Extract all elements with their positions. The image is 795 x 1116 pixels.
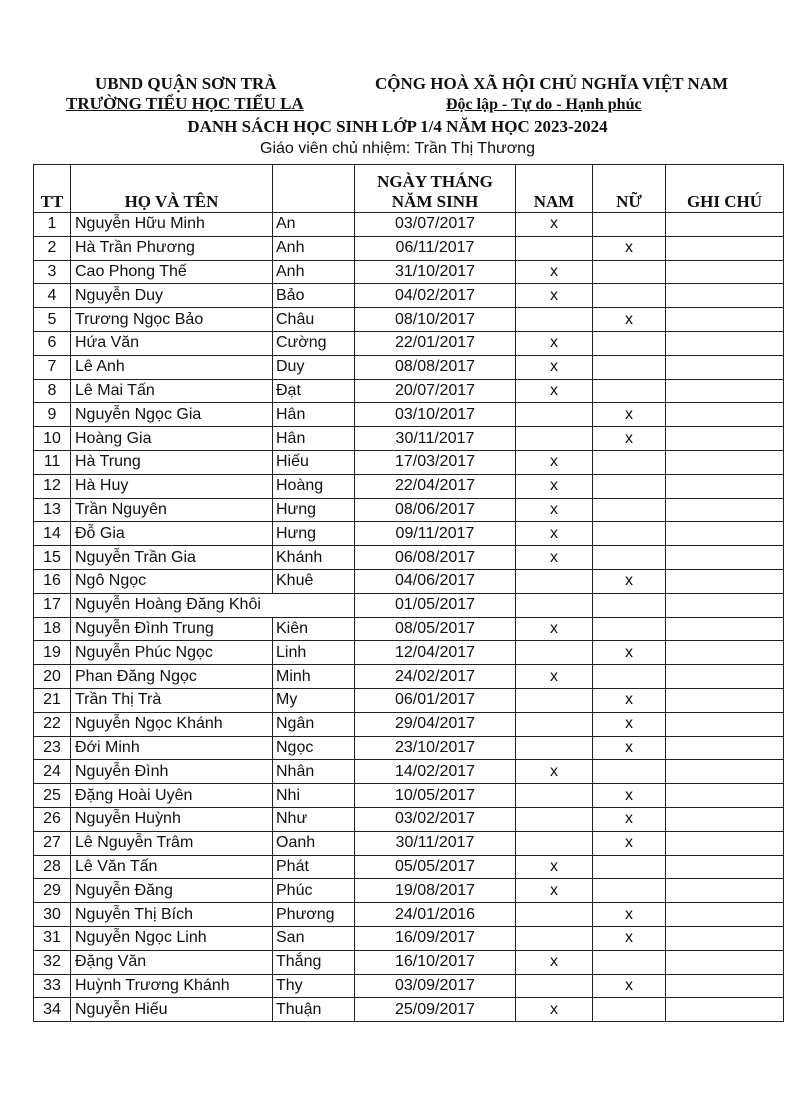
birth-date: 08/06/2017 bbox=[355, 498, 516, 522]
row-number: 18 bbox=[34, 617, 71, 641]
student-surname: Lê Anh bbox=[71, 355, 273, 379]
birth-date: 08/08/2017 bbox=[355, 355, 516, 379]
student-surname: Huỳnh Trương Khánh bbox=[71, 974, 273, 998]
birth-date: 17/03/2017 bbox=[355, 450, 516, 474]
male-mark bbox=[516, 736, 593, 760]
student-given-name: Phát bbox=[273, 855, 355, 879]
table-row bbox=[34, 546, 784, 570]
table-row bbox=[34, 712, 784, 736]
note-cell bbox=[666, 855, 784, 879]
row-number: 32 bbox=[34, 950, 71, 974]
note-cell bbox=[666, 712, 784, 736]
female-mark: x bbox=[593, 236, 666, 260]
student-surname: Nguyễn Đình Trung bbox=[71, 617, 273, 641]
female-mark bbox=[593, 522, 666, 546]
row-number: 5 bbox=[34, 308, 71, 332]
table-row bbox=[34, 998, 784, 1022]
female-mark: x bbox=[593, 403, 666, 427]
row-number: 30 bbox=[34, 903, 71, 927]
male-mark bbox=[516, 308, 593, 332]
student-given-name: Ngọc bbox=[273, 736, 355, 760]
male-mark: x bbox=[516, 284, 593, 308]
national-title: CỘNG HOÀ XÃ HỘI CHỦ NGHĨA VIỆT NAM bbox=[375, 74, 729, 93]
male-mark: x bbox=[516, 950, 593, 974]
male-mark bbox=[516, 974, 593, 998]
row-number: 31 bbox=[34, 926, 71, 950]
male-mark: x bbox=[516, 260, 593, 284]
note-cell bbox=[666, 427, 784, 451]
student-full-name: Nguyễn Hoàng Đăng Khôi bbox=[71, 593, 355, 617]
male-mark: x bbox=[516, 355, 593, 379]
male-mark bbox=[516, 403, 593, 427]
note-cell bbox=[666, 474, 784, 498]
female-mark: x bbox=[593, 569, 666, 593]
row-number: 25 bbox=[34, 784, 71, 808]
document-title: DANH SÁCH HỌC SINH LỚP 1/4 NĂM HỌC 2023-2024 bbox=[187, 117, 608, 136]
female-mark bbox=[593, 855, 666, 879]
row-number: 12 bbox=[34, 474, 71, 498]
row-number: 14 bbox=[34, 522, 71, 546]
female-mark bbox=[593, 498, 666, 522]
birth-date: 20/07/2017 bbox=[355, 379, 516, 403]
male-mark bbox=[516, 831, 593, 855]
col-header-tt: TT bbox=[34, 165, 71, 213]
female-mark: x bbox=[593, 926, 666, 950]
birth-date: 31/10/2017 bbox=[355, 260, 516, 284]
birth-date: 09/11/2017 bbox=[355, 522, 516, 546]
female-mark bbox=[593, 355, 666, 379]
student-given-name: Như bbox=[273, 807, 355, 831]
female-mark: x bbox=[593, 784, 666, 808]
student-given-name: Bảo bbox=[273, 284, 355, 308]
female-mark bbox=[593, 379, 666, 403]
row-number: 10 bbox=[34, 427, 71, 451]
birth-date: 22/01/2017 bbox=[355, 331, 516, 355]
student-surname: Nguyễn Ngọc Linh bbox=[71, 926, 273, 950]
male-mark bbox=[516, 236, 593, 260]
row-number: 13 bbox=[34, 498, 71, 522]
student-surname: Hà Trần Phương bbox=[71, 236, 273, 260]
birth-date: 06/11/2017 bbox=[355, 236, 516, 260]
student-given-name: Kiên bbox=[273, 617, 355, 641]
student-surname: Trần Thị Trà bbox=[71, 688, 273, 712]
student-surname: Hà Huy bbox=[71, 474, 273, 498]
female-mark: x bbox=[593, 641, 666, 665]
table-row bbox=[34, 855, 784, 879]
row-number: 24 bbox=[34, 760, 71, 784]
student-given-name: Anh bbox=[273, 260, 355, 284]
note-cell bbox=[666, 403, 784, 427]
female-mark bbox=[593, 879, 666, 903]
table-row bbox=[34, 522, 784, 546]
male-mark bbox=[516, 427, 593, 451]
birth-date: 03/02/2017 bbox=[355, 807, 516, 831]
student-surname: Nguyễn Ngọc Gia bbox=[71, 403, 273, 427]
student-given-name: Ngân bbox=[273, 712, 355, 736]
col-header-dob bbox=[355, 165, 516, 213]
row-number: 9 bbox=[34, 403, 71, 427]
male-mark: x bbox=[516, 474, 593, 498]
student-given-name: Khánh bbox=[273, 546, 355, 570]
birth-date: 16/09/2017 bbox=[355, 926, 516, 950]
female-mark bbox=[593, 950, 666, 974]
student-given-name: Thy bbox=[273, 974, 355, 998]
birth-date: 04/06/2017 bbox=[355, 569, 516, 593]
col-header-female: NỮ bbox=[593, 165, 666, 213]
row-number: 29 bbox=[34, 879, 71, 903]
student-list-table bbox=[33, 164, 784, 1022]
birth-date: 14/02/2017 bbox=[355, 760, 516, 784]
male-mark: x bbox=[516, 665, 593, 689]
row-number: 2 bbox=[34, 236, 71, 260]
table-header-row bbox=[34, 165, 784, 213]
note-cell bbox=[666, 260, 784, 284]
student-surname: Nguyễn Đình bbox=[71, 760, 273, 784]
note-cell bbox=[666, 784, 784, 808]
female-mark bbox=[593, 665, 666, 689]
note-cell bbox=[666, 213, 784, 237]
note-cell bbox=[666, 974, 784, 998]
note-cell bbox=[666, 593, 784, 617]
table-row bbox=[34, 474, 784, 498]
row-number: 19 bbox=[34, 641, 71, 665]
note-cell bbox=[666, 926, 784, 950]
note-cell bbox=[666, 831, 784, 855]
student-given-name: Châu bbox=[273, 308, 355, 332]
note-cell bbox=[666, 998, 784, 1022]
row-number: 23 bbox=[34, 736, 71, 760]
row-number: 20 bbox=[34, 665, 71, 689]
female-mark: x bbox=[593, 736, 666, 760]
note-cell bbox=[666, 450, 784, 474]
student-given-name: My bbox=[273, 688, 355, 712]
student-surname: Đặng Hoài Uyên bbox=[71, 784, 273, 808]
row-number: 4 bbox=[34, 284, 71, 308]
birth-date: 30/11/2017 bbox=[355, 427, 516, 451]
birth-date: 03/10/2017 bbox=[355, 403, 516, 427]
homeroom-teacher: Giáo viên chủ nhiệm: Trần Thị Thương bbox=[260, 140, 535, 157]
note-cell bbox=[666, 522, 784, 546]
student-given-name: Duy bbox=[273, 355, 355, 379]
row-number: 22 bbox=[34, 712, 71, 736]
male-mark: x bbox=[516, 331, 593, 355]
col-header-dob-line2: NĂM SINH bbox=[391, 192, 479, 211]
male-mark: x bbox=[516, 379, 593, 403]
table-row bbox=[34, 331, 784, 355]
student-given-name: Thắng bbox=[273, 950, 355, 974]
male-mark bbox=[516, 688, 593, 712]
note-cell bbox=[666, 546, 784, 570]
national-motto: Độc lập - Tự do - Hạnh phúc bbox=[446, 96, 642, 113]
table-row bbox=[34, 665, 784, 689]
row-number: 26 bbox=[34, 807, 71, 831]
student-surname: Nguyễn Duy bbox=[71, 284, 273, 308]
student-surname: Lê Mai Tấn bbox=[71, 379, 273, 403]
student-surname: Đới Minh bbox=[71, 736, 273, 760]
birth-date: 05/05/2017 bbox=[355, 855, 516, 879]
table-row bbox=[34, 617, 784, 641]
table-row bbox=[34, 450, 784, 474]
note-cell bbox=[666, 807, 784, 831]
student-surname: Đặng Văn bbox=[71, 950, 273, 974]
row-number: 8 bbox=[34, 379, 71, 403]
male-mark: x bbox=[516, 760, 593, 784]
table-row bbox=[34, 688, 784, 712]
note-cell bbox=[666, 879, 784, 903]
table-row bbox=[34, 593, 784, 617]
birth-date: 06/01/2017 bbox=[355, 688, 516, 712]
row-number: 21 bbox=[34, 688, 71, 712]
student-surname: Hà Trung bbox=[71, 450, 273, 474]
note-cell bbox=[666, 760, 784, 784]
birth-date: 04/02/2017 bbox=[355, 284, 516, 308]
row-number: 11 bbox=[34, 450, 71, 474]
student-given-name: Khuê bbox=[273, 569, 355, 593]
note-cell bbox=[666, 284, 784, 308]
student-surname: Hoàng Gia bbox=[71, 427, 273, 451]
birth-date: 06/08/2017 bbox=[355, 546, 516, 570]
student-surname: Nguyễn Hữu Minh bbox=[71, 213, 273, 237]
male-mark: x bbox=[516, 879, 593, 903]
table-row bbox=[34, 498, 784, 522]
birth-date: 10/05/2017 bbox=[355, 784, 516, 808]
student-surname: Lê Văn Tấn bbox=[71, 855, 273, 879]
birth-date: 22/04/2017 bbox=[355, 474, 516, 498]
student-given-name: Hoàng bbox=[273, 474, 355, 498]
female-mark: x bbox=[593, 807, 666, 831]
student-surname: Nguyễn Thị Bích bbox=[71, 903, 273, 927]
row-number: 15 bbox=[34, 546, 71, 570]
female-mark bbox=[593, 593, 666, 617]
female-mark bbox=[593, 284, 666, 308]
male-mark bbox=[516, 712, 593, 736]
student-surname: Nguyễn Trần Gia bbox=[71, 546, 273, 570]
table-row bbox=[34, 736, 784, 760]
male-mark: x bbox=[516, 213, 593, 237]
female-mark: x bbox=[593, 974, 666, 998]
student-given-name: Oanh bbox=[273, 831, 355, 855]
table-row bbox=[34, 427, 784, 451]
student-given-name: Thuận bbox=[273, 998, 355, 1022]
note-cell bbox=[666, 736, 784, 760]
row-number: 6 bbox=[34, 331, 71, 355]
table-row bbox=[34, 355, 784, 379]
female-mark: x bbox=[593, 831, 666, 855]
birth-date: 01/05/2017 bbox=[355, 593, 516, 617]
birth-date: 30/11/2017 bbox=[355, 831, 516, 855]
male-mark bbox=[516, 593, 593, 617]
table-row bbox=[34, 903, 784, 927]
student-surname: Nguyễn Ngọc Khánh bbox=[71, 712, 273, 736]
student-surname: Hứa Văn bbox=[71, 331, 273, 355]
student-surname: Nguyễn Đăng bbox=[71, 879, 273, 903]
department-name: UBND QUẬN SƠN TRÀ bbox=[95, 74, 277, 93]
table-row bbox=[34, 379, 784, 403]
student-given-name: San bbox=[273, 926, 355, 950]
birth-date: 12/04/2017 bbox=[355, 641, 516, 665]
table-row bbox=[34, 831, 784, 855]
table-row bbox=[34, 213, 784, 237]
male-mark: x bbox=[516, 498, 593, 522]
student-surname: Phan Đăng Ngọc bbox=[71, 665, 273, 689]
row-number: 7 bbox=[34, 355, 71, 379]
male-mark: x bbox=[516, 617, 593, 641]
table-row bbox=[34, 308, 784, 332]
note-cell bbox=[666, 236, 784, 260]
birth-date: 16/10/2017 bbox=[355, 950, 516, 974]
student-given-name: Hưng bbox=[273, 498, 355, 522]
school-name: TRƯỜNG TIỂU HỌC TIỂU LA bbox=[66, 94, 304, 113]
student-surname: Ngô Ngọc bbox=[71, 569, 273, 593]
student-given-name: Anh bbox=[273, 236, 355, 260]
note-cell bbox=[666, 569, 784, 593]
table-row bbox=[34, 950, 784, 974]
student-surname: Lê Nguyễn Trâm bbox=[71, 831, 273, 855]
student-given-name: Hân bbox=[273, 427, 355, 451]
note-cell bbox=[666, 903, 784, 927]
table-row bbox=[34, 879, 784, 903]
birth-date: 24/02/2017 bbox=[355, 665, 516, 689]
table-row bbox=[34, 641, 784, 665]
col-header-name: HỌ VÀ TÊN bbox=[71, 165, 273, 213]
table-row bbox=[34, 807, 784, 831]
col-header-given-name bbox=[273, 165, 355, 213]
note-cell bbox=[666, 665, 784, 689]
row-number: 3 bbox=[34, 260, 71, 284]
student-given-name: An bbox=[273, 213, 355, 237]
female-mark bbox=[593, 260, 666, 284]
student-given-name: Phương bbox=[273, 903, 355, 927]
note-cell bbox=[666, 641, 784, 665]
birth-date: 24/01/2016 bbox=[355, 903, 516, 927]
male-mark: x bbox=[516, 450, 593, 474]
male-mark: x bbox=[516, 522, 593, 546]
female-mark bbox=[593, 450, 666, 474]
female-mark bbox=[593, 998, 666, 1022]
male-mark bbox=[516, 784, 593, 808]
note-cell bbox=[666, 498, 784, 522]
student-surname: Nguyễn Phúc Ngọc bbox=[71, 641, 273, 665]
female-mark: x bbox=[593, 903, 666, 927]
student-surname: Nguyễn Huỳnh bbox=[71, 807, 273, 831]
table-row bbox=[34, 260, 784, 284]
student-given-name: Hân bbox=[273, 403, 355, 427]
note-cell bbox=[666, 379, 784, 403]
student-given-name: Phúc bbox=[273, 879, 355, 903]
table-row bbox=[34, 403, 784, 427]
birth-date: 29/04/2017 bbox=[355, 712, 516, 736]
row-number: 1 bbox=[34, 213, 71, 237]
row-number: 17 bbox=[34, 593, 71, 617]
student-given-name: Nhi bbox=[273, 784, 355, 808]
row-number: 27 bbox=[34, 831, 71, 855]
col-header-note: GHI CHÚ bbox=[666, 165, 784, 213]
col-header-dob-line1: NGÀY THÁNG bbox=[377, 172, 493, 191]
note-cell bbox=[666, 308, 784, 332]
student-given-name: Nhân bbox=[273, 760, 355, 784]
student-surname: Trương Ngọc Bảo bbox=[71, 308, 273, 332]
birth-date: 08/05/2017 bbox=[355, 617, 516, 641]
female-mark: x bbox=[593, 308, 666, 332]
table-row bbox=[34, 284, 784, 308]
note-cell bbox=[666, 688, 784, 712]
table-row bbox=[34, 926, 784, 950]
table-row bbox=[34, 236, 784, 260]
birth-date: 23/10/2017 bbox=[355, 736, 516, 760]
table-row bbox=[34, 974, 784, 998]
table-row bbox=[34, 569, 784, 593]
female-mark bbox=[593, 617, 666, 641]
female-mark: x bbox=[593, 712, 666, 736]
female-mark: x bbox=[593, 688, 666, 712]
female-mark bbox=[593, 331, 666, 355]
col-header-male: NAM bbox=[516, 165, 593, 213]
student-surname: Cao Phong Thế bbox=[71, 260, 273, 284]
student-given-name: Đạt bbox=[273, 379, 355, 403]
male-mark bbox=[516, 569, 593, 593]
male-mark bbox=[516, 903, 593, 927]
student-surname: Đỗ Gia bbox=[71, 522, 273, 546]
note-cell bbox=[666, 950, 784, 974]
male-mark bbox=[516, 807, 593, 831]
student-surname: Nguyễn Hiếu bbox=[71, 998, 273, 1022]
male-mark: x bbox=[516, 998, 593, 1022]
female-mark bbox=[593, 474, 666, 498]
student-given-name: Linh bbox=[273, 641, 355, 665]
student-given-name: Minh bbox=[273, 665, 355, 689]
row-number: 34 bbox=[34, 998, 71, 1022]
birth-date: 03/09/2017 bbox=[355, 974, 516, 998]
note-cell bbox=[666, 355, 784, 379]
male-mark bbox=[516, 641, 593, 665]
female-mark: x bbox=[593, 427, 666, 451]
birth-date: 08/10/2017 bbox=[355, 308, 516, 332]
female-mark bbox=[593, 213, 666, 237]
student-given-name: Cường bbox=[273, 331, 355, 355]
row-number: 16 bbox=[34, 569, 71, 593]
female-mark bbox=[593, 760, 666, 784]
row-number: 33 bbox=[34, 974, 71, 998]
table-row bbox=[34, 784, 784, 808]
note-cell bbox=[666, 331, 784, 355]
birth-date: 25/09/2017 bbox=[355, 998, 516, 1022]
note-cell bbox=[666, 617, 784, 641]
female-mark bbox=[593, 546, 666, 570]
student-given-name: Hiếu bbox=[273, 450, 355, 474]
table-row bbox=[34, 760, 784, 784]
male-mark bbox=[516, 926, 593, 950]
student-surname: Trần Nguyên bbox=[71, 498, 273, 522]
student-given-name: Hưng bbox=[273, 522, 355, 546]
birth-date: 19/08/2017 bbox=[355, 879, 516, 903]
row-number: 28 bbox=[34, 855, 71, 879]
male-mark: x bbox=[516, 546, 593, 570]
male-mark: x bbox=[516, 855, 593, 879]
birth-date: 03/07/2017 bbox=[355, 213, 516, 237]
